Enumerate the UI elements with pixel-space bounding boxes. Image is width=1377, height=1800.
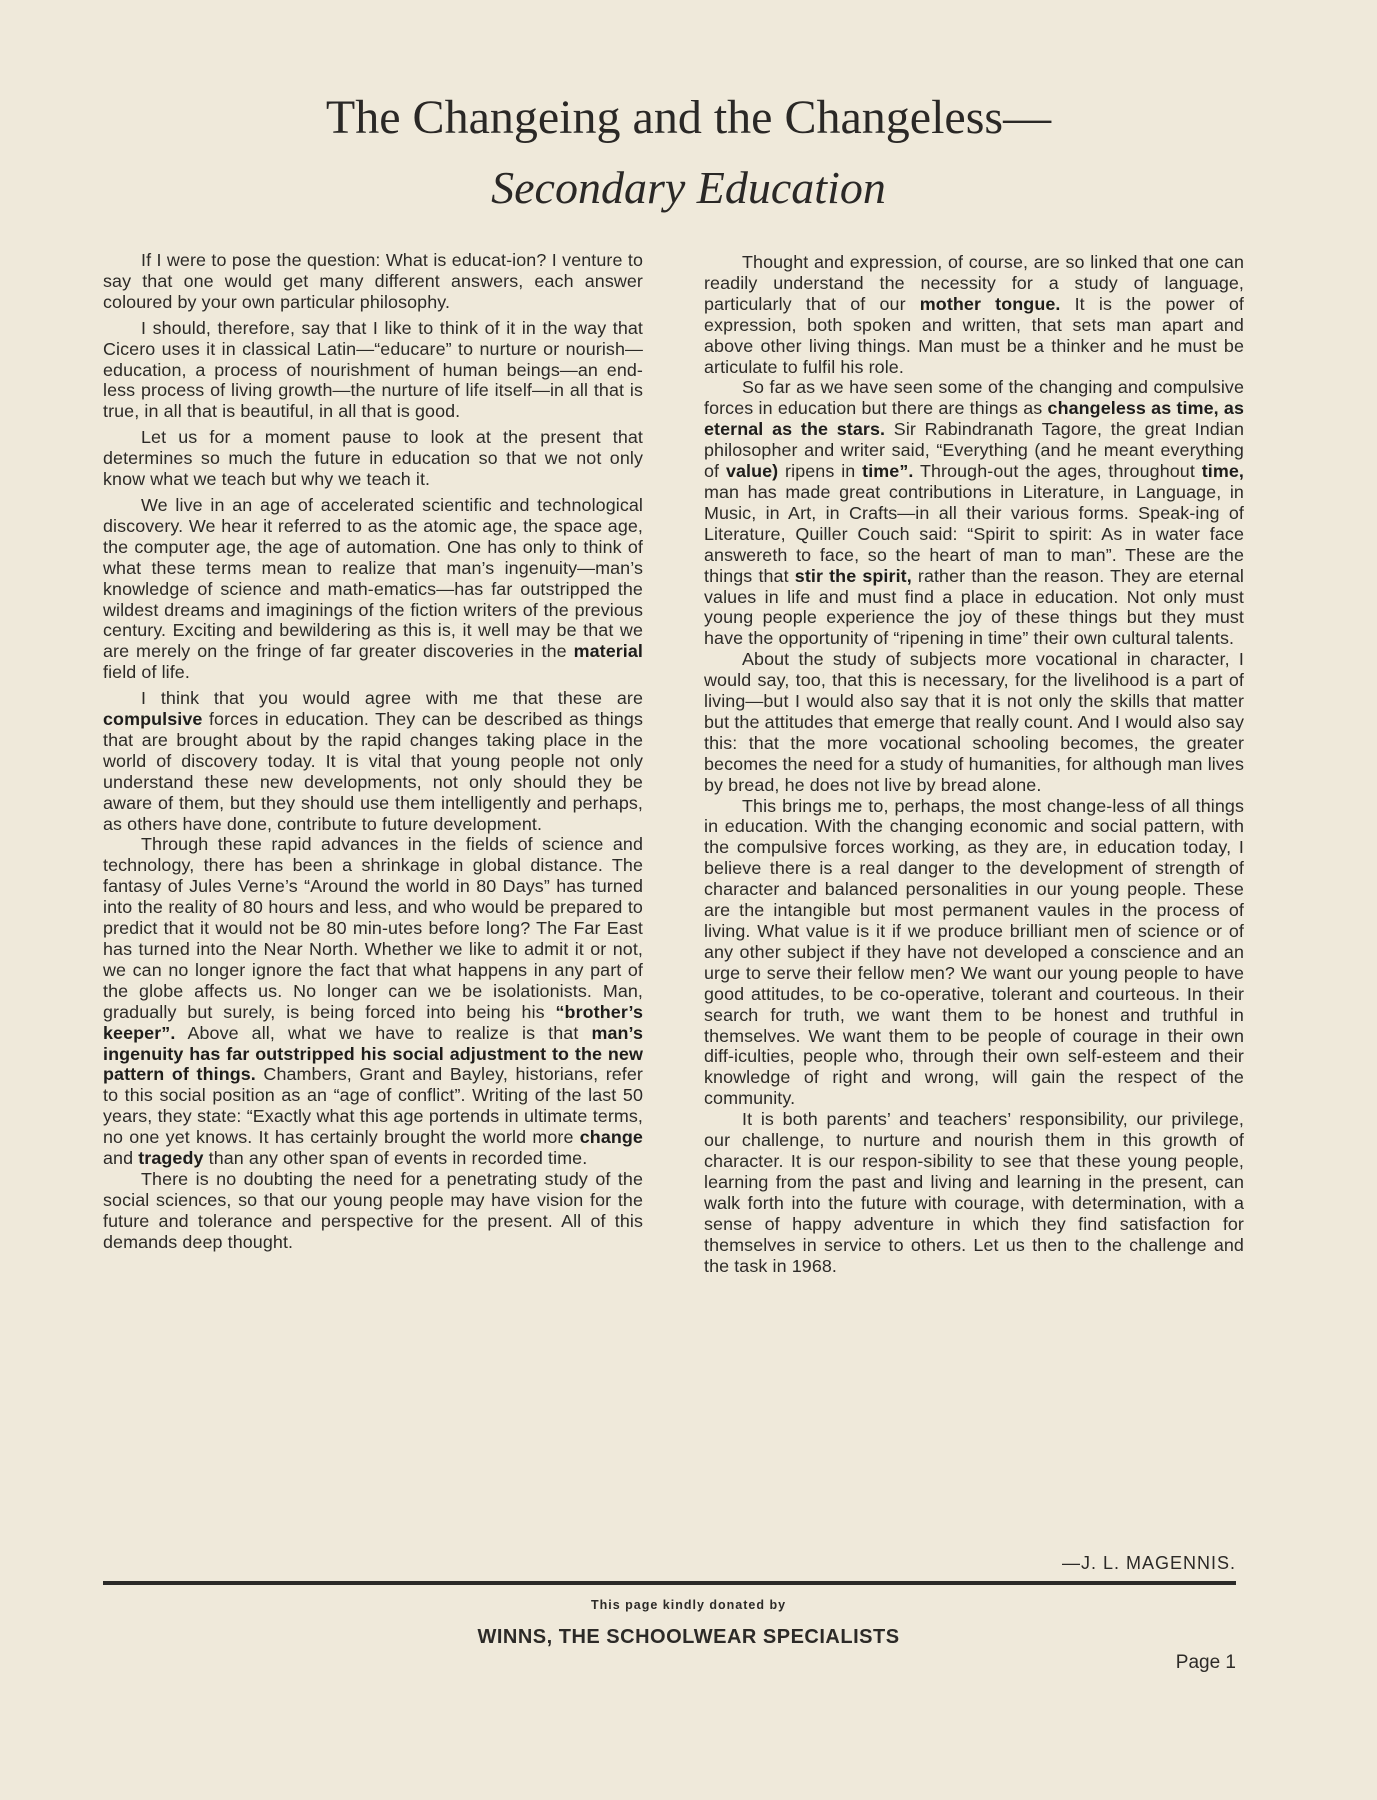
emphasis-text: time”.: [862, 461, 914, 482]
emphasis-text: tragedy: [138, 1148, 204, 1169]
paragraph: This brings me to, perhaps, the most change-less of all things in education. With the changing economic and social pattern, with the compulsive forces working, as they are, in education today, I believe there is a real danger to the development of strength of character and balanced personalities in our young people. These are the intangible but most permanent vaules in the process of living. What value is it if we produce brilliant men of science or of any other subject if they have not developed a conscience and an urge to serve their fellow men? We want our young people to have good attitudes, to be co-operative, tolerant and courteous. In their search for truth, we want them to be honest and truthful in themselves. We want them to be people of courage in their own diff-iculties, people who, through their own self-esteem and their knowledge of right and wrong, will gain the respect of the community.: [704, 795, 1244, 1109]
author-signature: —J. L. MAGENNIS.: [1061, 1553, 1236, 1573]
emphasis-text: mother tongue.: [919, 293, 1061, 314]
emphasis-text: “brother’s keeper”.: [103, 1001, 643, 1043]
emphasis-text: changeless as time, as eternal as the stars.: [704, 398, 1245, 440]
emphasis-text: change: [579, 1127, 643, 1148]
paragraph: It is both parents’ and teachers’ responsibility, our privilege, our challenge, to nurture and nourish them in this growth of character. It is our respon-sibility to see that these young people, learning from the past and living and learning in the present, can walk forth into the future with courage, with determination, with a sense of happy adventure in which they find satisfaction for themselves in service to others. Let us then to the challenge and the task in 1968.: [704, 1109, 1244, 1276]
emphasis-text: material: [573, 641, 643, 662]
emphasis-text: time,: [1201, 461, 1244, 482]
left-column: [103, 250, 643, 1258]
right-column: [704, 252, 1244, 1276]
donation-note: This page kindly donated by: [590, 1598, 787, 1612]
emphasis-text: man’s ingenuity has far outstripped his social adjustment to the new pattern of things.: [103, 1022, 643, 1085]
emphasis-text: value): [725, 461, 779, 482]
page-subtitle: Secondary Education: [491, 162, 886, 213]
page-number: Page 1: [1175, 1652, 1236, 1673]
paragraph: About the study of subjects more vocational in character, I would say, too, that this is necessary, for the livelihood is a part of living—but I would also say that it is not only the skills that matter but the attitudes that emerge that really count. And I would also say this: that the more vocational schooling becomes, the greater becomes the need for a study of humanities, for although man lives by bread, he does not live by bread alone.: [704, 649, 1244, 795]
paragraph: We live in an age of accelerated scientific and technological discovery. We hear it referred to as the atomic age, the space age, the computer age, the age of automation. One has only to think of what these terms mean to realize that man’s ingenuity—man’s knowledge of science and math-ematics—has far outstripped the wildest dreams and imaginings of the fiction writers of the previous century. Exciting and bewildering as this is, it well may be that we are merely on the fringe of far greater discoveries in the material field of life.: [103, 494, 643, 683]
paragraph: I should, therefore, say that I like to think of it in the way that Cicero uses it in classical Latin—“educare” to nurture or nourish—education, a process of nourishment of human beings—an end-less process of living growth—the nurture of life itself—in all that is true, in all that is beautiful, in all that is good.: [103, 317, 643, 422]
sponsor-name: WINNS, THE SCHOOLWEAR SPECIALISTS: [477, 1626, 900, 1648]
emphasis-text: stir the spirit,: [794, 565, 912, 586]
paragraph: I think that you would agree with me that these are compulsive forces in education. They can be described as things that are brought about by the rapid changes taking place in the world of discovery today. It is vital that young people not only understand these new developments, not only should they be aware of them, but they should use them intelligently and perhaps, as others have done, contribute to future development.: [103, 688, 643, 834]
paragraph: Through these rapid advances in the fields of science and technology, there has been a shrinkage in global distance. The fantasy of Jules Verne’s “Around the world in 80 Days” has turned into the reality of 80 hours and less, and who would be prepared to predict that it would not be 80 min-utes before long? The Far East has turned into the Near North. Whether we like to admit it or not, we can no longer ignore the fact that what happens in any part of the globe affects us. No longer can we be isolationists. Man, gradually but surely, is being forced into being his “brother’s keeper”. Above all, what we have to realize is that man’s ingenuity has far outstripped his social adjustment to the new pattern of things. Chambers, Grant and Bayley, historians, refer to this social position as an “age of conflict”. Writing of the last 50 years, they state: “Exactly what this age portends in ultimate terms, no one yet knows. It has certainly brought the world more change and tragedy than any other span of events in recorded time.: [103, 834, 643, 1169]
footer-divider: [103, 1581, 1236, 1585]
emphasis-text: compulsive: [103, 709, 203, 730]
paragraph: So far as we have seen some of the changing and compulsive forces in education but there are things as changeless as time, as eternal as the stars. Sir Rabindranath Tagore, the great Indian philosopher and writer said, “Everything (and he meant everything of value) ripens in time”. Through-out the ages, throughout time, man has made great contributions in Literature, in Language, in Music, in Art, in Crafts—in all their various forms. Speak-ing of Literature, Quiller Couch said: “Spirit to spirit: As in water face answereth to face, so the heart of man to man”. These are the things that stir the spirit, rather than the reason. They are eternal values in life and must find a place in education. Not only must young people experience the joy of these things but they must have the opportunity of “ripening in time” their own cultural talents.: [704, 377, 1245, 649]
paragraph: Thought and expression, of course, are so linked that one can readily understand the necessity for a study of language, particularly that of our mother tongue. It is the power of expression, both spoken and written, that sets man apart and above other living things. Man must be a thinker and he must be articulate to fulfil his role.: [704, 252, 1244, 377]
paragraph: There is no doubting the need for a penetrating study of the social sciences, so that our young people may have vision for the future and tolerance and perspective for the present. All of this demands deep thought.: [103, 1168, 643, 1252]
paragraph: If I were to pose the question: What is educat-ion? I venture to say that one would get many different answers, each answer coloured by your own particular philosophy.: [103, 250, 643, 312]
page-title: The Changeing and the Changeless—: [325, 91, 1052, 144]
paragraph: Let us for a moment pause to look at the present that determines so much the future in education so that we not only know what we teach but why we teach it.: [103, 427, 643, 490]
